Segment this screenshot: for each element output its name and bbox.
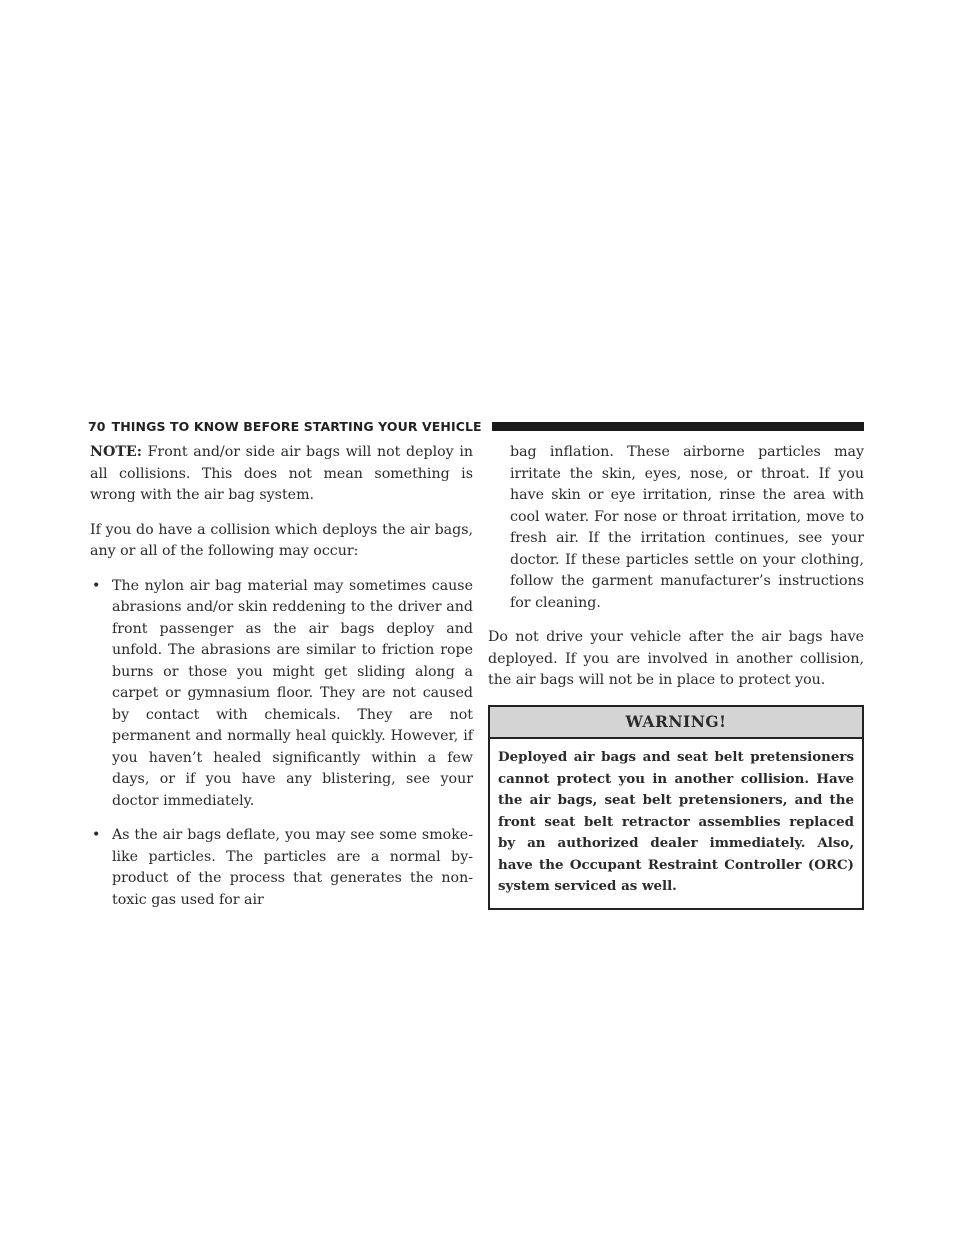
note-text: Front and/or side air bags will not deploy in all collisions. This does not mean something is wrong with the air bag system. bbox=[90, 444, 473, 503]
list-item bbox=[90, 576, 473, 813]
bullet-icon: • bbox=[92, 577, 101, 594]
note-paragraph bbox=[90, 442, 473, 507]
effects-list bbox=[90, 576, 473, 912]
list-item-text: As the air bags deflate, you may see some smoke-like particles. The particles are a normal by-product of the process that generates the non-toxic gas used for air bbox=[112, 827, 473, 908]
warning-title: WARNING! bbox=[490, 707, 862, 740]
page-header bbox=[88, 416, 864, 436]
list-item bbox=[90, 825, 473, 911]
note-label: NOTE: bbox=[90, 444, 142, 460]
warning-box bbox=[488, 705, 864, 910]
paragraph-do-not-drive: Do not drive your vehicle after the air bags have deployed. If you are involved in another collision, the air bags will not be in place to protect you. bbox=[488, 629, 864, 688]
header-rule bbox=[492, 422, 864, 431]
left-column bbox=[90, 442, 473, 924]
bullet-continued: bag inflation. These airborne particles may irritate the skin, eyes, nose, or throat. If you have skin or eye irritation, rinse the area with cool water. For nose or throat irritation, move to fresh air. If the irritation continues, see your doctor. If these particles settle on your clothing, follow the garment manufacturer’s instructions for cleaning. bbox=[510, 444, 864, 611]
list-item-text: The nylon air bag material may sometimes cause abrasions and/or skin reddening to the driver and front passenger as the air bags deploy and unfold. The abrasions are similar to friction rope burns or those you might get sliding along a carpet or gymnasium floor. They are not caused by contact with chemicals. They are not permanent and normally heal quickly. However, if you haven’t healed significantly within a few days, or if you have any blistering, see your doctor immediately. bbox=[112, 577, 473, 809]
right-column bbox=[488, 442, 864, 910]
warning-body: Deployed air bags and seat belt pretensioners cannot protect you in another collision. Have the air bags, seat belt pretensioners, and the front seat belt retractor assemblies replaced by an authorized dealer immediately. Also, have the Occupant Restraint Controller (ORC) system serviced as well. bbox=[498, 749, 854, 894]
bullet-icon: • bbox=[92, 827, 101, 843]
section-title: THINGS TO KNOW BEFORE STARTING YOUR VEHICLE bbox=[111, 418, 482, 434]
page-number: 70 bbox=[88, 418, 106, 434]
intro-paragraph: If you do have a collision which deploys the air bags, any or all of the following may occur: bbox=[90, 521, 473, 559]
